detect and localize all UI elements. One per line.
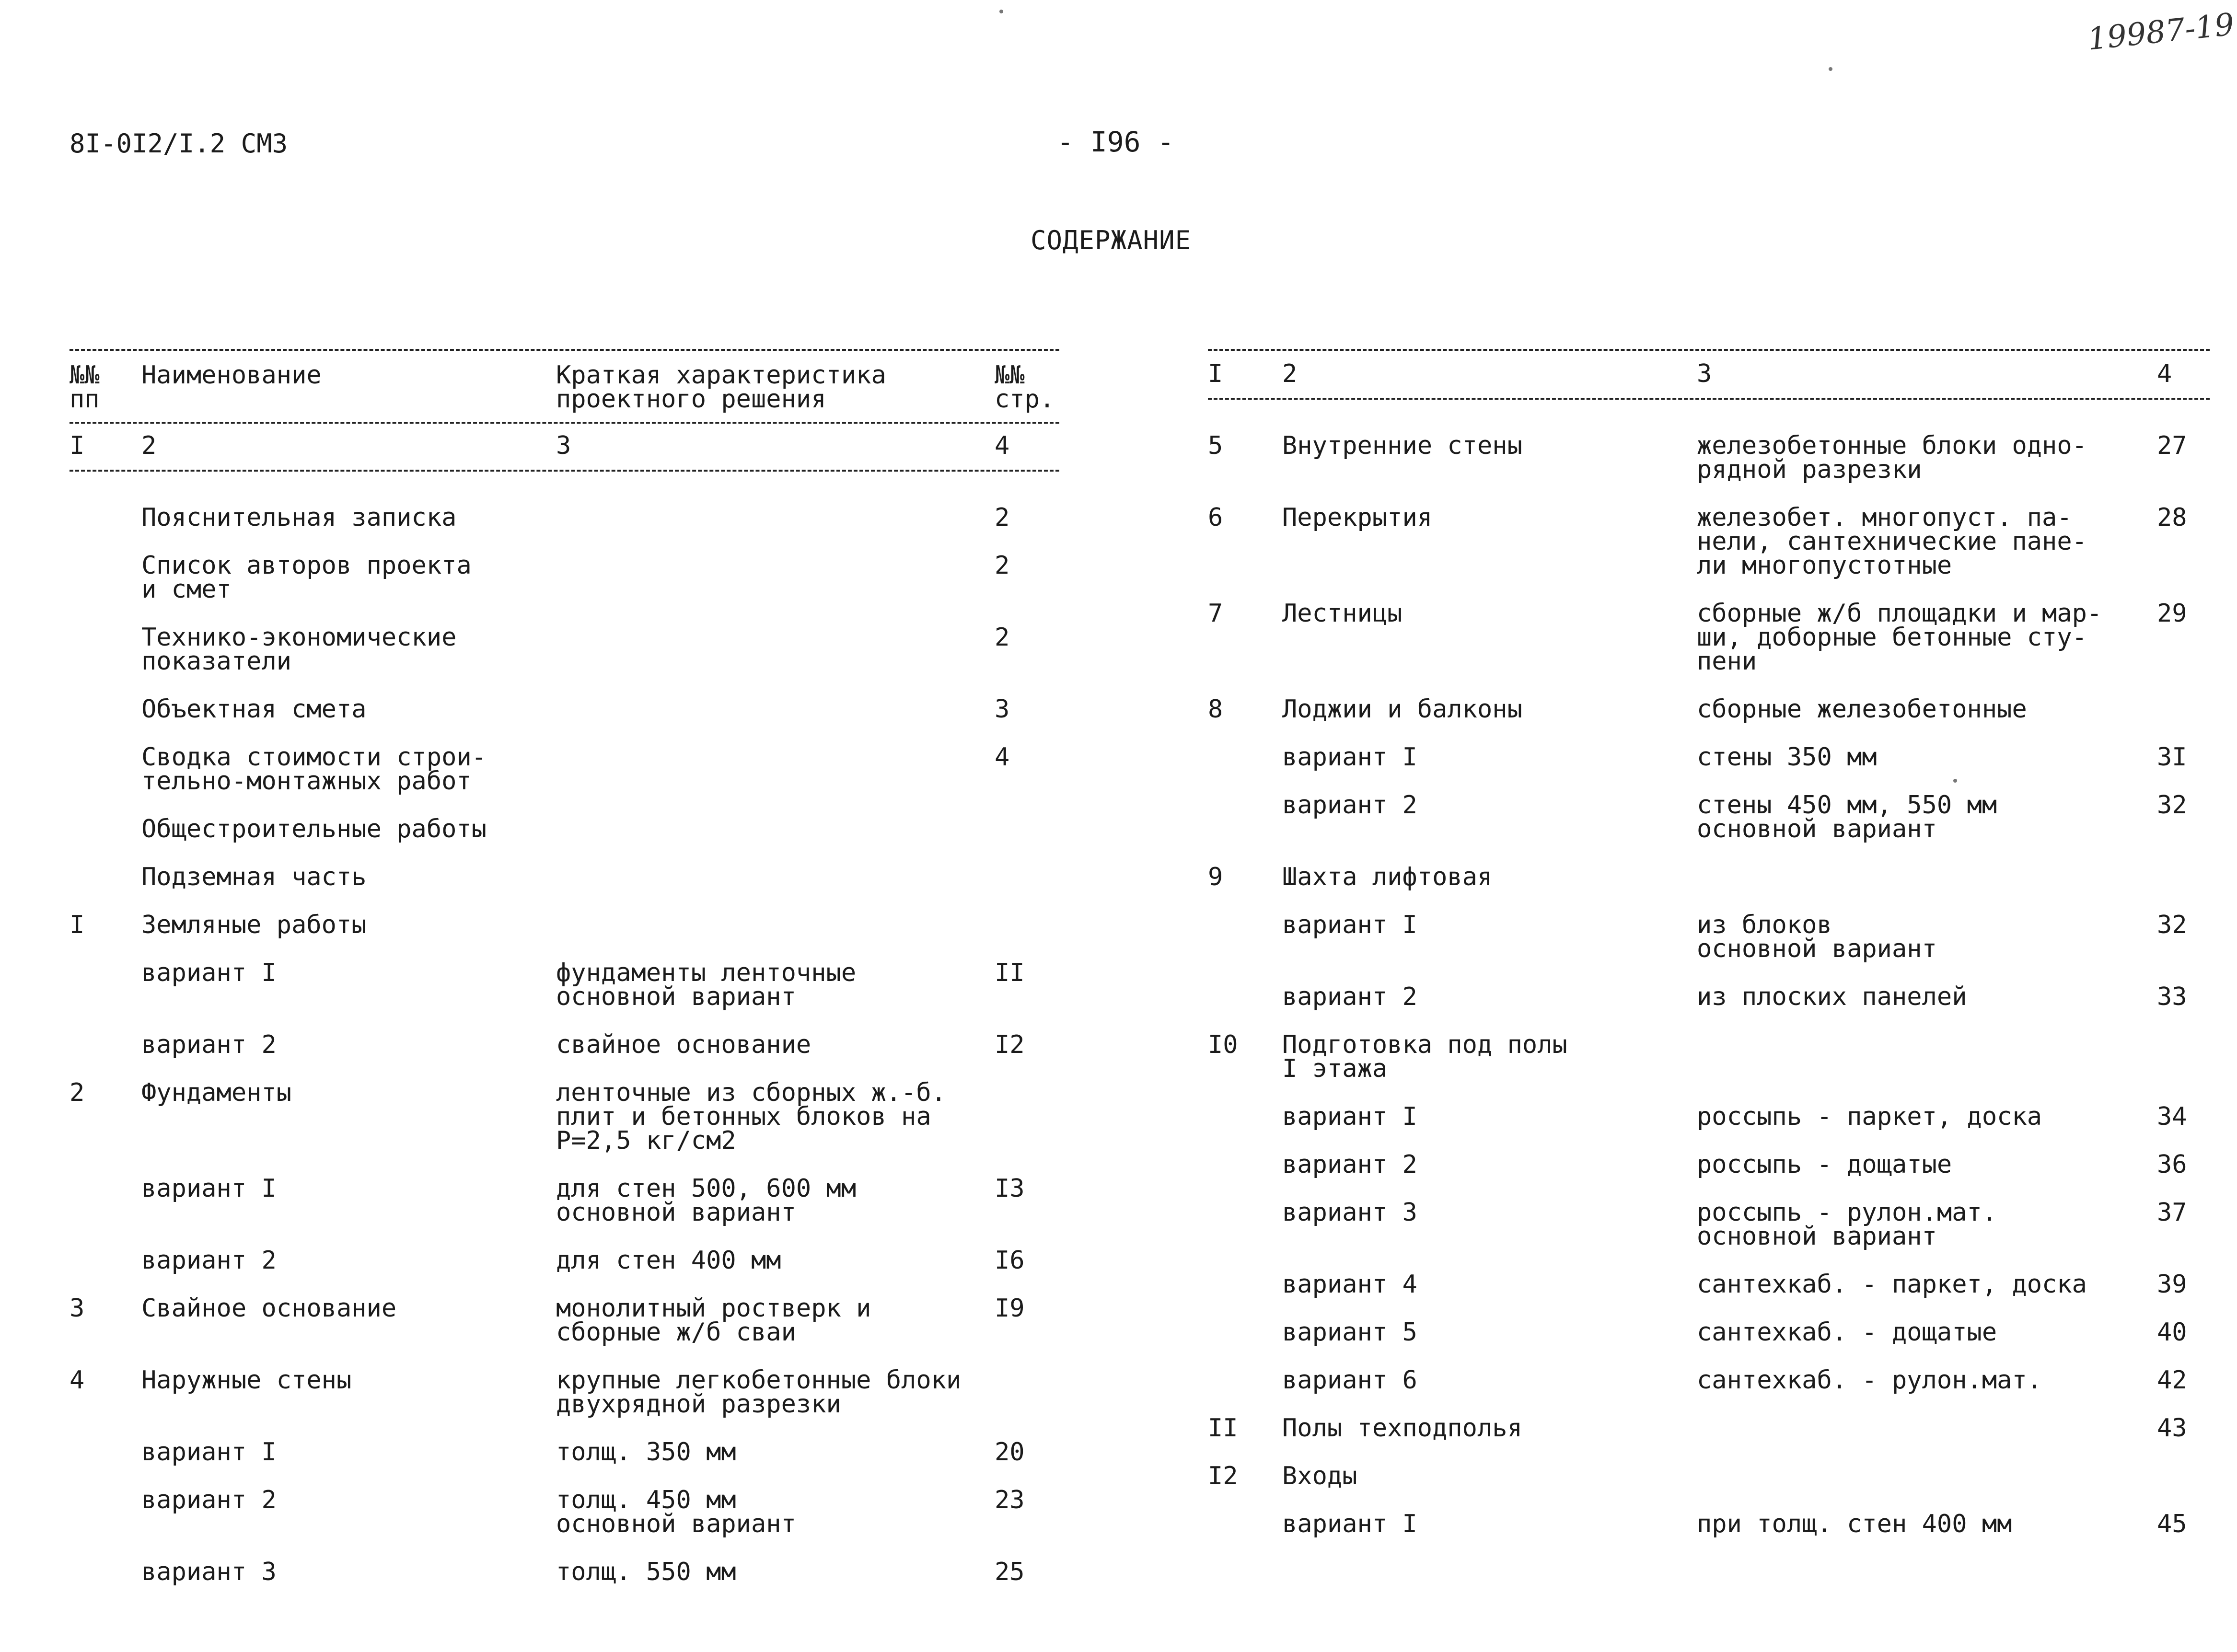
row-name: Полы техподполья — [1282, 1414, 1522, 1443]
row-name: вариант I — [141, 1438, 277, 1467]
table-row — [1208, 1198, 2210, 1251]
row-description: железобет. многопуст. па- нели, сантехнические пане- ли многопустотные — [1697, 503, 2087, 580]
row-name: вариант I — [141, 1174, 277, 1203]
row-name: вариант 2 — [1282, 1150, 1417, 1179]
row-name: вариант 2 — [141, 1246, 277, 1275]
row-page: I3 — [995, 1174, 1025, 1203]
colnum-2: 2 — [141, 431, 157, 460]
table-row — [1208, 503, 2210, 580]
row-description: крупные легкобетонные блоки двухрядной разрезки — [556, 1366, 962, 1419]
row-description: ленточные из сборных ж.-б. плит и бетонных блоков на Р=2,5 кг/см2 — [556, 1078, 946, 1155]
table-row — [1208, 1512, 2210, 1560]
row-name: Лоджии и балконы — [1282, 695, 1522, 724]
row-name: Внутренние стены — [1282, 431, 1522, 460]
page-number: - I96 - — [1057, 126, 1174, 158]
row-description: фундаменты ленточные основной вариант — [556, 959, 857, 1011]
row-description: сантехкаб. - рулон.мат. — [1697, 1366, 2042, 1395]
row-name: Перекрытия — [1282, 503, 1433, 532]
row-description: для стен 500, 600 мм основной вариант — [556, 1174, 857, 1227]
table-row — [70, 1560, 1059, 1608]
row-description: толщ. 550 мм — [556, 1558, 736, 1586]
row-page: II — [995, 959, 1025, 987]
row-page: 34 — [2157, 1102, 2187, 1131]
table-row — [1208, 1030, 2210, 1083]
row-name: Список авторов проекта и смет — [141, 551, 472, 604]
row-description: стены 350 мм — [1697, 743, 1877, 772]
row-name: вариант 2 — [141, 1486, 277, 1514]
row-name: Общестроительные работы — [141, 815, 487, 843]
table-row — [70, 817, 1059, 865]
table-row — [1208, 697, 2210, 745]
row-name: вариант I — [1282, 1510, 1417, 1538]
row-page: 43 — [2157, 1414, 2187, 1443]
row-name: вариант 5 — [1282, 1318, 1417, 1347]
table-row — [70, 697, 1059, 745]
row-number: 6 — [1208, 503, 1223, 532]
table-row — [70, 865, 1059, 913]
table-row — [70, 1248, 1059, 1296]
row-description: россыпь - дощатые — [1697, 1150, 1952, 1179]
table-row — [70, 503, 1059, 554]
table-row — [70, 1174, 1059, 1227]
row-name: Свайное основание — [141, 1294, 397, 1323]
colnum-3: 3 — [556, 431, 571, 460]
row-description: из плоских панелей — [1697, 982, 1967, 1011]
row-name: вариант 3 — [1282, 1198, 1417, 1227]
row-page: 2 — [995, 551, 1010, 580]
header-desc: Краткая характеристика проектного решения — [556, 361, 886, 414]
row-name: вариант 3 — [141, 1558, 277, 1586]
row-page: 23 — [995, 1486, 1025, 1514]
row-number: II — [1208, 1414, 1238, 1443]
header-num: №№ пп — [70, 361, 100, 414]
row-name: вариант I — [1282, 911, 1417, 939]
table-row — [1208, 793, 2210, 841]
table-row — [1208, 1368, 2210, 1416]
row-page: 33 — [2157, 982, 2187, 1011]
row-page: I9 — [995, 1294, 1025, 1323]
row-name: Технико-экономические показатели — [141, 623, 457, 676]
row-name: Шахта лифтовая — [1282, 863, 1493, 891]
row-number: I — [70, 911, 85, 939]
row-description: свайное основание — [556, 1030, 811, 1059]
row-number: 2 — [70, 1078, 85, 1107]
colnum-2: 2 — [1282, 359, 1298, 388]
row-name: вариант I — [141, 959, 277, 987]
colnum-4: 4 — [2157, 359, 2172, 388]
row-name: Подготовка под полы I этажа — [1282, 1030, 1567, 1083]
table-row — [1208, 431, 2210, 484]
row-name: вариант I — [1282, 1102, 1417, 1131]
table-row — [70, 1366, 1059, 1419]
page-title: СОДЕРЖАНИЕ — [1031, 225, 1192, 255]
table-row — [1208, 1150, 2210, 1201]
colnum-1: I — [1208, 359, 1223, 388]
row-page: 27 — [2157, 431, 2187, 460]
table-row — [70, 1030, 1059, 1081]
row-description: сантехкаб. - дощатые — [1697, 1318, 1997, 1347]
colnum-4: 4 — [995, 431, 1010, 460]
row-page: 25 — [995, 1558, 1025, 1586]
row-description: монолитный ростверк и сборные ж/б сваи — [556, 1294, 871, 1347]
row-description: при толщ. стен 400 мм — [1697, 1510, 2012, 1538]
table-row — [1208, 913, 2210, 961]
row-description: россыпь - рулон.мат. основной вариант — [1697, 1198, 1997, 1251]
row-name: вариант 6 — [1282, 1366, 1417, 1395]
row-description: толщ. 350 мм — [556, 1438, 736, 1467]
table-row — [1208, 1272, 2210, 1320]
right-table — [1208, 0, 2210, 1652]
row-page: 2 — [995, 503, 1010, 532]
header-name: Наименование — [141, 361, 322, 390]
table-row — [1208, 599, 2210, 676]
row-page: 45 — [2157, 1510, 2187, 1538]
table-row — [1208, 1320, 2210, 1368]
row-name: вариант 2 — [1282, 791, 1417, 820]
row-name: вариант I — [1282, 743, 1417, 772]
row-number: 4 — [70, 1366, 85, 1395]
row-name: Подземная часть — [141, 863, 367, 891]
row-description: россыпь - паркет, доска — [1697, 1102, 2042, 1131]
table-row — [1208, 1102, 2210, 1153]
row-name: Лестницы — [1282, 599, 1402, 628]
row-description: сборные ж/б площадки и мар- ши, доборные бетонные сту- пени — [1697, 599, 2102, 676]
row-page: 40 — [2157, 1318, 2187, 1347]
row-page: 42 — [2157, 1366, 2187, 1395]
row-name: вариант 4 — [1282, 1270, 1417, 1299]
row-description: для стен 400 мм — [556, 1246, 781, 1275]
row-name: Наружные стены — [141, 1366, 352, 1395]
row-page: 32 — [2157, 911, 2187, 939]
table-row — [1208, 1464, 2210, 1512]
row-number: 9 — [1208, 863, 1223, 891]
row-description: железобетонные блоки одно- рядной разрезки — [1697, 431, 2087, 484]
row-name: Входы — [1282, 1462, 1357, 1490]
table-row — [70, 1440, 1059, 1488]
row-name: Объектная смета — [141, 695, 367, 724]
row-page: 3 — [995, 695, 1010, 724]
document-code: 8I-0I2/I.2 СМЗ — [70, 128, 288, 159]
row-description: стены 450 мм, 550 мм основной вариант — [1697, 791, 1997, 843]
row-description: сборные железобетонные — [1697, 695, 2027, 724]
row-number: 3 — [70, 1294, 85, 1323]
colnum-3: 3 — [1697, 359, 1712, 388]
row-name: вариант 2 — [141, 1030, 277, 1059]
row-description: из блоков основной вариант — [1697, 911, 1937, 963]
row-page: I2 — [995, 1030, 1025, 1059]
row-description: сантехкаб. - паркет, доска — [1697, 1270, 2087, 1299]
row-number: 7 — [1208, 599, 1223, 628]
row-name: вариант 2 — [1282, 982, 1417, 1011]
table-row — [70, 1488, 1059, 1536]
table-row — [1208, 982, 2210, 1033]
row-name: Пояснительная записка — [141, 503, 457, 532]
row-name: Земляные работы — [141, 911, 367, 939]
table-row — [70, 743, 1059, 796]
row-page: 4 — [995, 743, 1010, 772]
table-row — [70, 1078, 1059, 1155]
row-number: 8 — [1208, 695, 1223, 724]
table-row — [70, 913, 1059, 961]
table-row — [70, 623, 1059, 676]
row-page: 37 — [2157, 1198, 2187, 1227]
row-name: Сводка стоимости строи- тельно-монтажных работ — [141, 743, 487, 796]
table-row — [70, 1294, 1059, 1347]
left-table — [70, 0, 1059, 1652]
table-row — [1208, 1416, 2210, 1464]
header-page: №№ стр. — [995, 361, 1055, 414]
table-row — [70, 551, 1059, 604]
row-page: 3I — [2157, 743, 2187, 772]
row-page: 32 — [2157, 791, 2187, 820]
table-row — [70, 961, 1059, 1009]
table-row — [1208, 865, 2210, 913]
row-page: 2 — [995, 623, 1010, 652]
row-page: I6 — [995, 1246, 1025, 1275]
row-page: 29 — [2157, 599, 2187, 628]
table-row — [1208, 745, 2210, 793]
colnum-1: I — [70, 431, 85, 460]
handwritten-note: 19987-19 — [2086, 7, 2236, 58]
row-number: I0 — [1208, 1030, 1238, 1059]
row-number: 5 — [1208, 431, 1223, 460]
row-page: 39 — [2157, 1270, 2187, 1299]
row-description: толщ. 450 мм основной вариант — [556, 1486, 796, 1538]
row-page: 28 — [2157, 503, 2187, 532]
row-name: Фундаменты — [141, 1078, 292, 1107]
row-page: 36 — [2157, 1150, 2187, 1179]
row-page: 20 — [995, 1438, 1025, 1467]
row-number: I2 — [1208, 1462, 1238, 1490]
